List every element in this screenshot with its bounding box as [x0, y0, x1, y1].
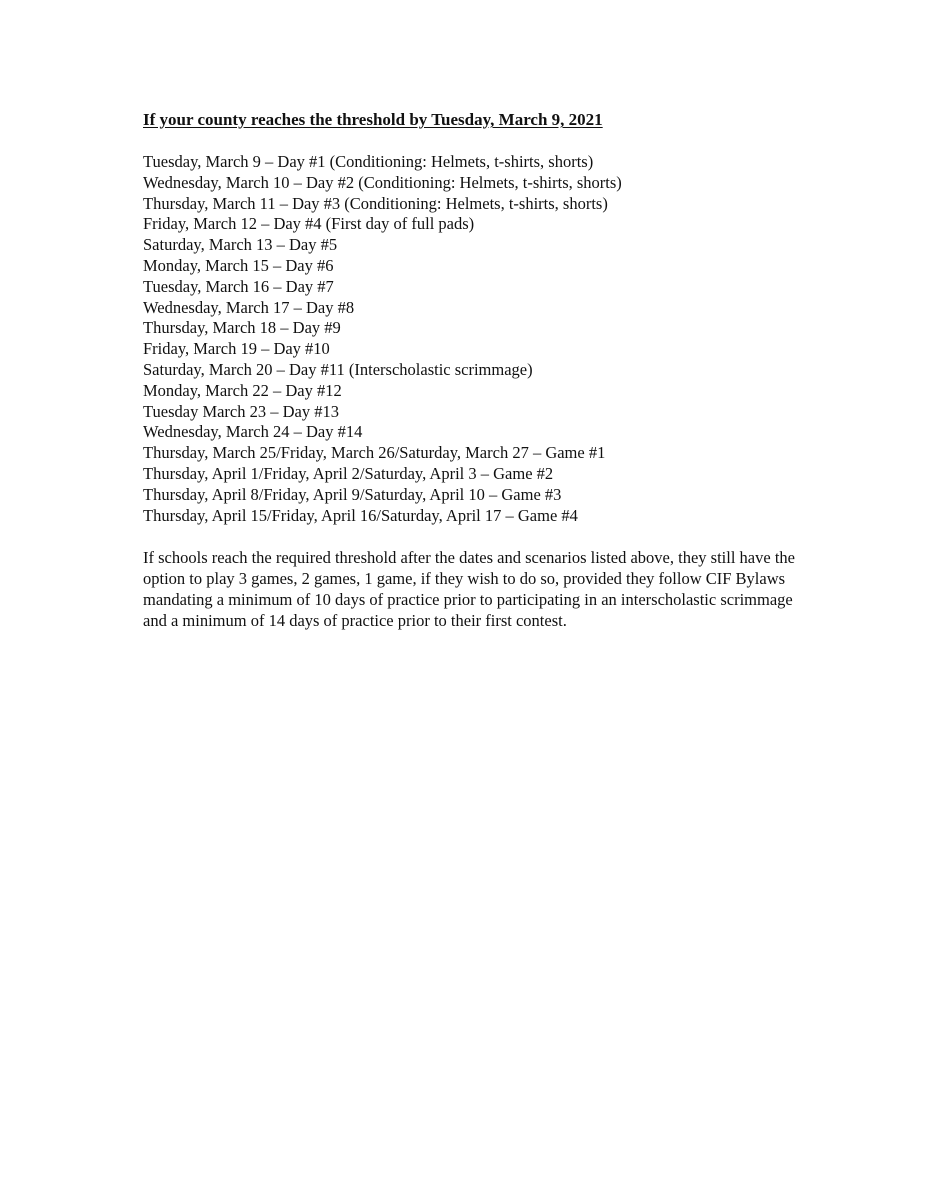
schedule-item: Wednesday, March 24 – Day #14: [143, 422, 363, 442]
schedule-item: Tuesday, March 9 – Day #1 (Conditioning: Helmets, t-shirts, shorts): [143, 152, 594, 171]
schedule-item: Thursday, March 25/Friday, March 26/Saturday, March 27 – Game #1: [143, 443, 606, 463]
document-heading: If your county reaches the threshold by Tuesday, March 9, 2021: [143, 110, 603, 129]
schedule-item: Wednesday, March 17 – Day #8: [143, 297, 355, 317]
schedule-item: Thursday, March 18 – Day #9: [143, 318, 341, 338]
schedule-item: Thursday, April 15/Friday, April 16/Saturday, April 17 – Game #4: [143, 505, 578, 525]
schedule-item: Tuesday, March 16 – Day #7: [143, 276, 334, 296]
schedule-item: Friday, March 12 – Day #4 (First day of full pads): [143, 214, 475, 234]
schedule-item: Monday, March 22 – Day #12: [143, 380, 342, 400]
schedule-item: Monday, March 15 – Day #6: [143, 255, 334, 275]
schedule-item: Tuesday March 23 – Day #13: [143, 401, 339, 421]
schedule-item: Wednesday, March 10 – Day #2 (Conditioning: Helmets, t-shirts, shorts): [143, 172, 622, 192]
schedule-item: Saturday, March 13 – Day #5: [143, 235, 338, 255]
schedule-item: Thursday, April 8/Friday, April 9/Saturday, April 10 – Game #3: [143, 484, 562, 504]
threshold-note-paragraph: If schools reach the required threshold after the dates and scenarios listed above, they still have the option to play 3 games, 2 games, 1 game, if they wish to do so, provided they follow CIF Bylaws mandating a minimum of 10 days of practice prior to participating in an interscholastic scrimmage and a minimum of 14 days of practice prior to their first contest.: [143, 548, 795, 630]
schedule-item: Thursday, March 11 – Day #3 (Conditioning: Helmets, t-shirts, shorts): [143, 193, 608, 213]
schedule-list: [143, 152, 823, 526]
schedule-item: Friday, March 19 – Day #10: [143, 339, 330, 359]
document-content: [143, 108, 823, 632]
schedule-item: Thursday, April 1/Friday, April 2/Saturday, April 3 – Game #2: [143, 463, 554, 483]
schedule-item: Saturday, March 20 – Day #11 (Interscholastic scrimmage): [143, 359, 533, 379]
